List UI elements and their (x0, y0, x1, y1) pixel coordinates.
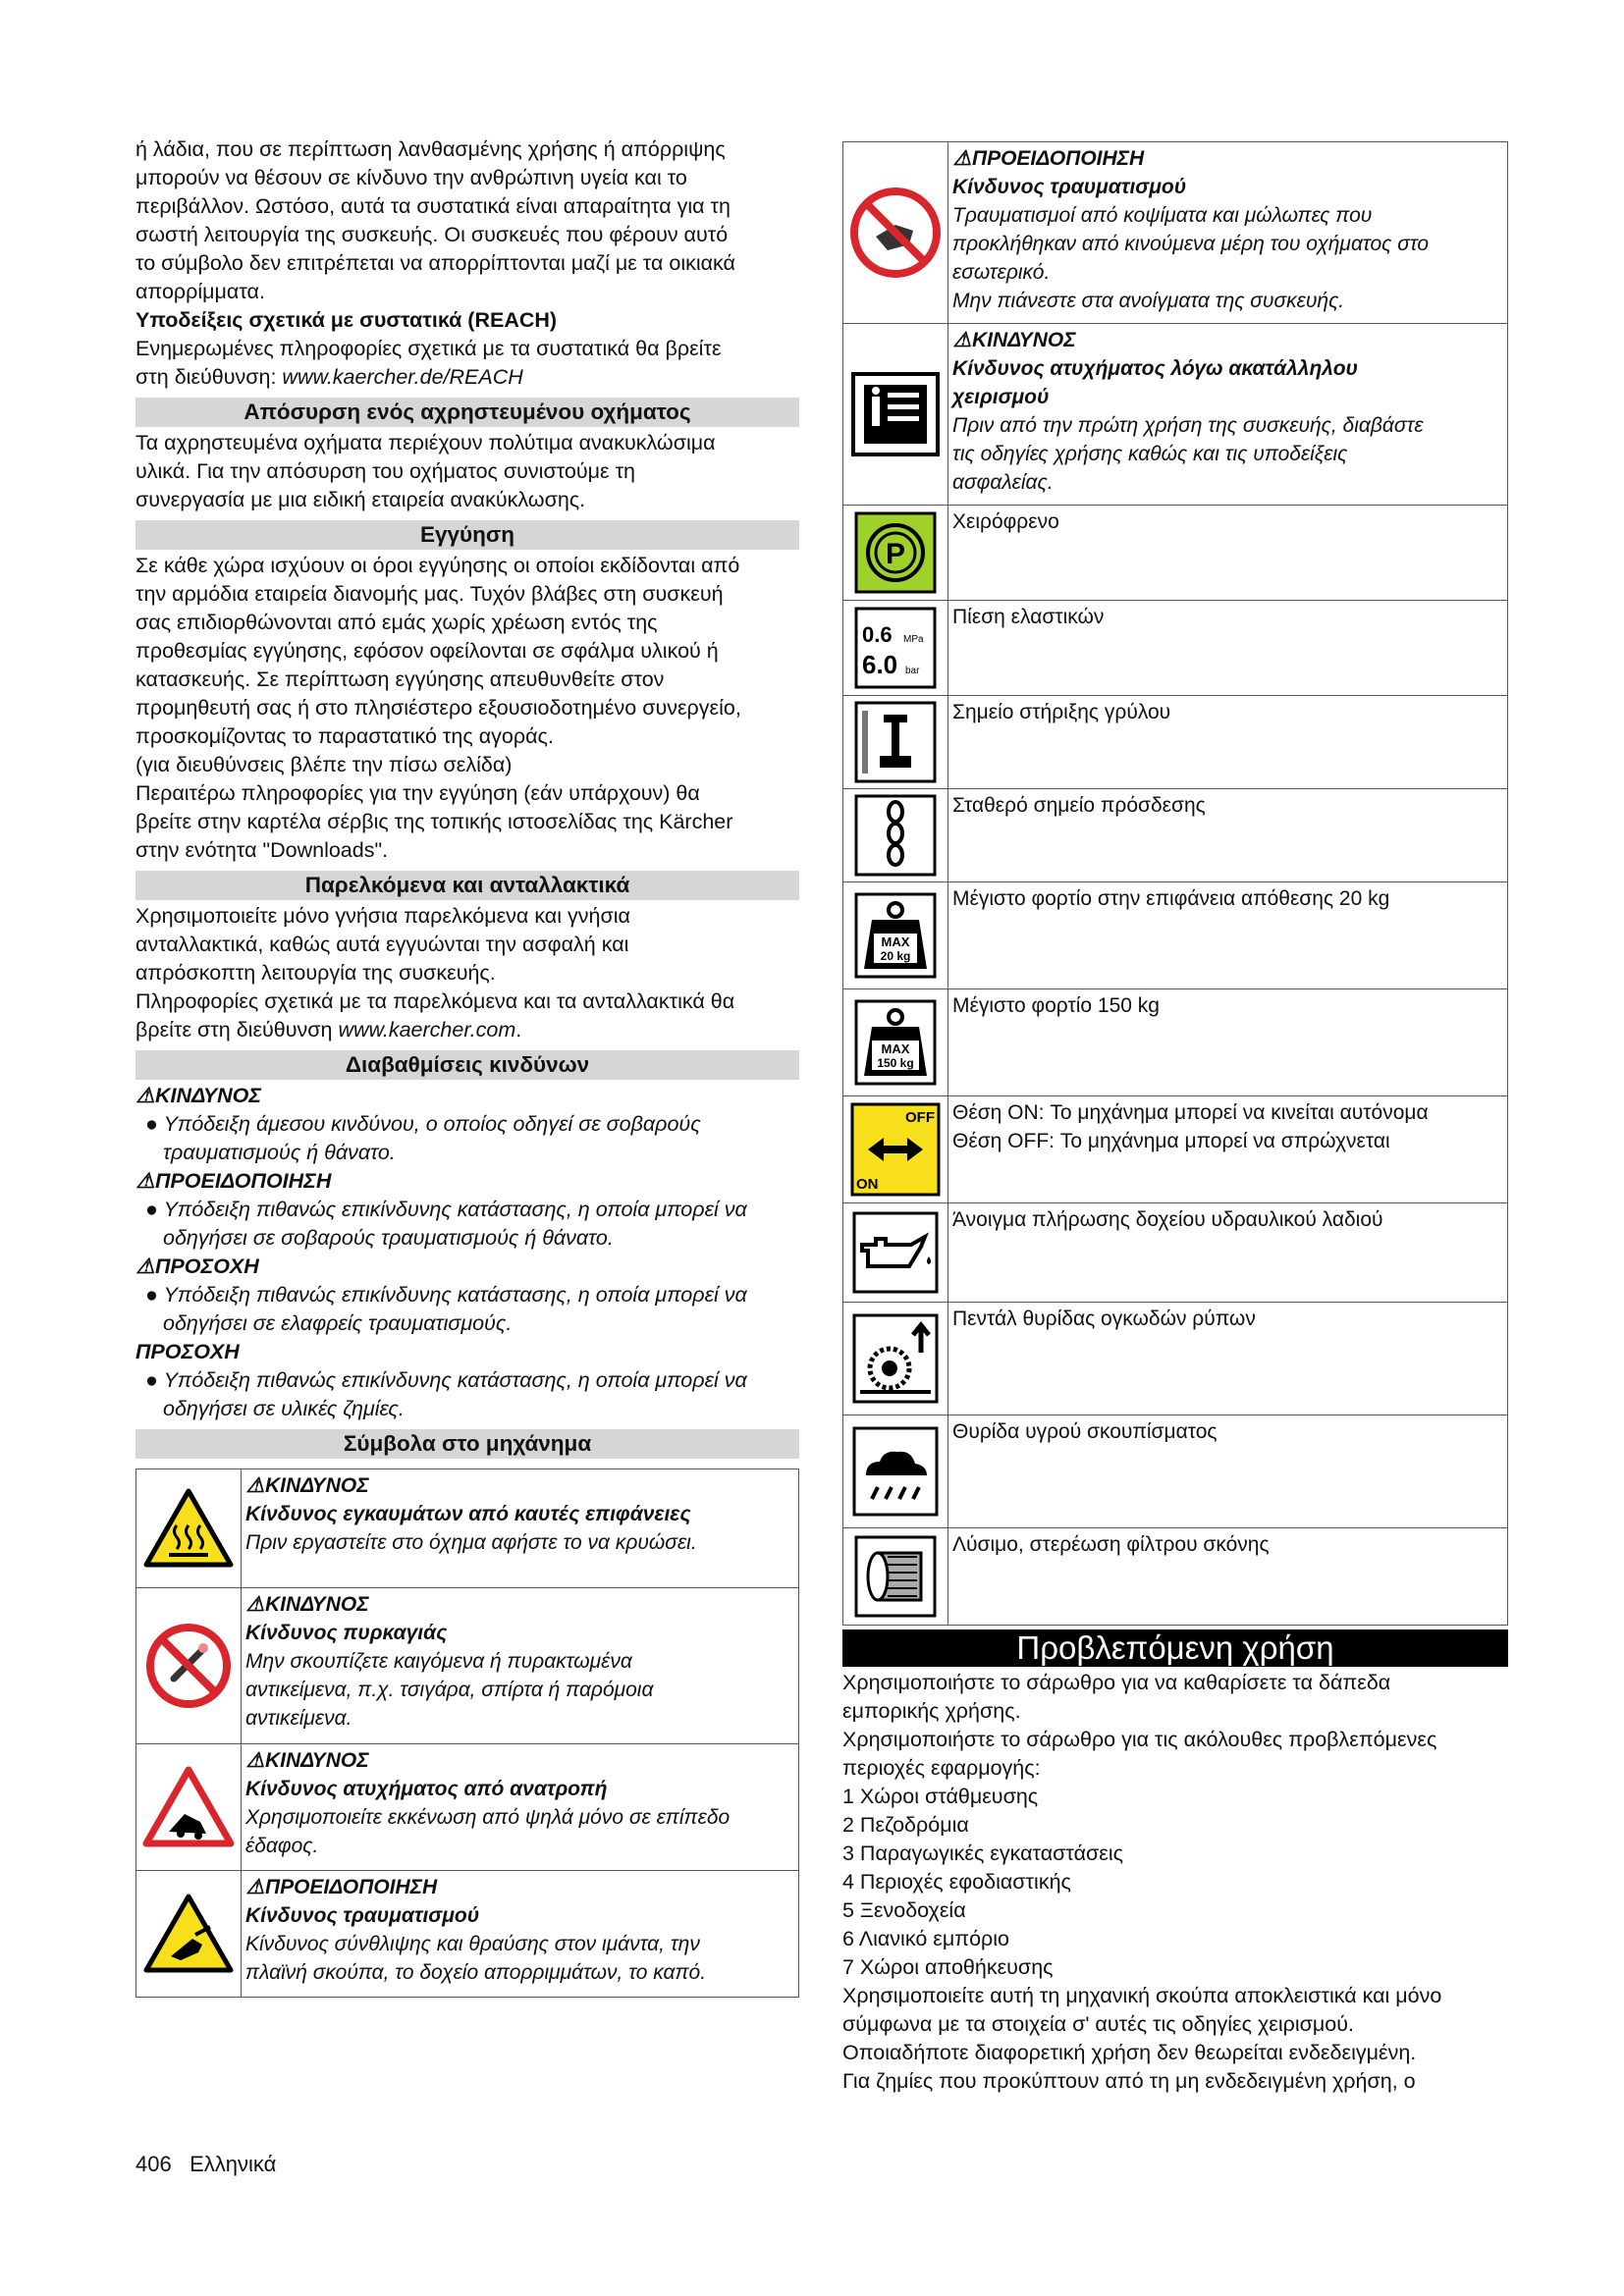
svg-text:20 kg: 20 kg (880, 949, 911, 963)
no-reaching-in-icon (848, 186, 943, 280)
list-item: 5 Ξενοδοχεία (842, 1898, 966, 1922)
reach-text-2: στη διεύθυνση: www.kaercher.de/REACH (135, 365, 523, 389)
svg-text:MPa: MPa (903, 634, 924, 645)
hazard-level-caution: ⚠ΠΡΟΣΟΧΗ ● Υπόδειξη πιθανώς επικίνδυνης κατάστασης, η οποία μπορεί να οδηγήσει σε ελαφρείς τραυματισμούς. (135, 1255, 747, 1335)
kaercher-link[interactable]: www.kaercher.com (338, 1018, 516, 1041)
svg-text:bar: bar (905, 666, 920, 676)
svg-text:ON: ON (856, 1176, 879, 1193)
crush-hazard-icon (141, 1892, 236, 1976)
intended-use-text: Χρησιμοποιήστε το σάρωθρο για να καθαρίσετε τα δάπεδα εμπορικής χρήσης. Χρησιμοποιήστε το σάρωθρο για τις ακόλουθες προβλεπόμενες περιοχές εφαρμογής: 1 Χώροι στάθμευσης 2 Πεζοδρόμια 3 Παραγωγικές εγκαταστάσεις 4 Περιοχές εφοδιαστικής 5 Ξενοδοχεία 6 Λιανικό εμπόριο 7 Χώροι αποθήκευσης Χρησιμοποιείτε αυτή τη μηχανική σκούπα αποκλειστικά και μόνο σύμφωνα με τα στοιχεία σ' αυτές τις οδηγίες χειρισμού. Οποιαδήποτε διαφορετική χρήση δεν θεωρείται ενδεδειγμένη. Για ζημίες που προκύπτουν από τη μη ενδεδειγμένη χρήση, ο (842, 1669, 1508, 2096)
table-row: OFF ON Θέση ON: Το μηχάνημα μπορεί να κινείται αυτόνομα Θέση OFF: Το μηχάνημα μπορεί να σπρώχνεται (843, 1096, 1508, 1203)
table-row: ⚠ΚΙΝΔΥΝΟΣ Κίνδυνος ατυχήματος από ανατροπή Χρησιμοποιείτε εκκένωση από ψηλά μόνο σε επίπεδο έδαφος. (136, 1744, 799, 1871)
table-row: MAX 20 kg Μέγιστο φορτίο στην επιφάνεια απόθεσης 20 kg (843, 882, 1508, 989)
svg-text:150 kg: 150 kg (877, 1056, 914, 1070)
svg-text:MAX: MAX (881, 1041, 910, 1056)
left-column: ή λάδια, που σε περίπτωση λανθασμένης χρήσης ή απόρριψης μπορούν να θέσουν σε κίνδυνο την ανθρώπινη υγεία και το περιβάλλον. Ωστόσο, αυτά τα συστατικά είναι απαραίτητα για τη σωστή λειτουργία της συσκευής. Οι συσκευές που φέρουν αυτό το σύμβολο δεν επιτρέπεται να απορρίπτονται μαζί με τα οικιακά απορρίμματα. Υποδείξεις σχετικά με συστατικά (REACH) Ενημερωμένες πληροφορίες σχετικά με τα συστατικά θα βρείτε στη διεύθυνση: www.kaercher.de/REACH Απόσυρση ενός αχρηστευμένου οχήματος Τα αχρηστευμένα οχήματα περιέχουν πολύτιμα ανακυκλώσιμα υλικά. Για την απόσυρση του οχήματος συνιστούμε τη συνεργασία με μια ειδική εταιρεία ανακύκλωσης. Εγγύηση Σε κάθε χώρα ισχύουν οι όροι εγγύησης οι οποίοι εκδίδονται από την αρμόδια εταιρεία διανομής μας. Τυχόν βλάβες στη συσκευή σας επιδιορθώνονται από εμάς χωρίς χρέωση εντός της προθεσμίας εγγύησης, εφόσον οφείλονται σε σφάλμα υλικού ή κατασκευής. Σε περίπτωση εγγύησης απευθυνθείτε στον προμηθευτή σας ή στο πλησιέστερο εξουσιοδοτημένο συνεργείο, προσκομίζοντας το παραστατικό της αγοράς. (για διευθύνσεις βλέπε την πίσω σελίδα) Περαιτέρω πληροφορίες για την εγγύηση (εάν υπάρχουν) θα βρείτε στην καρτέλα σέρβις της τοπικής ιστοσελίδας της Kärcher στην ενότητα "Downloads". Παρελκόμενα και ανταλλακτικά Χρησιμοποιείτε μόνο γνήσια παρελκόμενα και γνήσια ανταλλακτικά, καθώς αυτά εγγυώνται την ασφαλή και απρόσκοπτη λειτουργία της συσκευής. Πληροφορίες σχετικά με τα παρελκόμενα και τα ανταλλακτικά θα βρείτε στη διεύθυνση www.kaercher.com. Διαβαθμίσεις κινδύνων ⚠ΚΙΝΔΥΝΟΣ ● Υπόδειξη άμεσου κινδύνου, ο οποίος οδηγεί σε σοβαρούς τραυματισμούς ή θάνατο. ⚠ΠΡΟΕΙΔΟΠΟΙΗΣΗ ● Υπόδειξη πιθανώς επικίνδυνης κατάστασης, η οποία μπορεί να οδηγήσει σε σοβαρούς τραυματισμούς ή θάνατο. ⚠ΠΡΟΣΟΧΗ ● Υπόδειξη πιθανώς επικίνδυνης κατάστασης, η οποία μπορεί να οδηγήσει σε ελαφρείς τραυματισμούς. ΠΡΟΣΟΧΗ ● Υπόδειξη πιθανώς επικίνδυνης κατάστασης, η οποία μπορεί να οδηγήσει σε υλικές ζημίες. Σύμβολα στο μηχάνημα ⚠ΚΙΝΔΥΝΟΣ Κίνδυνος εγκαυμάτων από καυτές επιφάνειες Πριν εργαστείτε στο όχημα αφήστε το να κρυώσει. ⚠ΚΙΝΔΥΝΟΣ Κίνδυνος πυρκαγιάς Μην σκουπίζετε καιγόμενα ή πυρακτωμένα αντικείμενα, π.χ. τσιγάρα, σπίρτα ή παρόμοια αντικείμενα. ⚠ΚΙΝΔΥΝΟΣ Κίνδυνος ατυχήματος από ανατροπή Χρησιμοποιείτε εκκένωση από ψηλά μόνο σε επίπεδο έδαφος. ⚠ΠΡΟΕΙΔΟΠΟΙΗΣΗ Κίνδυνος τραυματισμού Κίνδυνος σύνθλιψης και θραύσης στον ιμάντα, την πλαϊνή σκούπα, το δοχείο απορριμμάτων, το καπό. (135, 135, 799, 1998)
table-row: Σημείο στήριξης γρύλου (843, 696, 1508, 789)
list-item: 4 Περιοχές εφοδιαστικής (842, 1870, 1071, 1894)
hazard-levels-heading: Διαβαθμίσεις κινδύνων (135, 1050, 799, 1080)
table-row: ⚠ΚΙΝΔΥΝΟΣ Κίνδυνος εγκαυμάτων από καυτές επιφάνειες Πριν εργαστείτε στο όχημα αφήστε το να κρυώσει. (136, 1469, 799, 1588)
reach-text-1: Ενημερωμένες πληροφορίες σχετικά με τα συστατικά θα βρείτε (135, 337, 722, 360)
table-row: ⚠ΚΙΝΔΥΝΟΣ Κίνδυνος ατυχήματος λόγω ακατάλληλου χειρισμού Πριν από την πρώτη χρήση της συσκευής, διαβάστε τις οδηγίες χρήσης καθώς και τις υποδείξεις ασφαλείας. (843, 324, 1508, 506)
hazard-level-warning: ⚠ΠΡΟΕΙΔΟΠΟΙΗΣΗ ● Υπόδειξη πιθανώς επικίνδυνης κατάστασης, η οποία μπορεί να οδηγήσει σε σοβαρούς τραυματισμούς ή θάνατο. (135, 1169, 747, 1250)
warning-triangle-icon: ⚠ (952, 147, 972, 170)
hazard-level-notice: ΠΡΟΣΟΧΗ ● Υπόδειξη πιθανώς επικίνδυνης κατάστασης, η οποία μπορεί να οδηγήσει σε υλικές ζημίες. (135, 1340, 747, 1420)
intro-paragraph: ή λάδια, που σε περίπτωση λανθασμένης χρήσης ή απόρριψης μπορούν να θέσουν σε κίνδυνο την ανθρώπινη υγεία και το περιβάλλον. Ωστόσο, αυτά τα συστατικά είναι απαραίτητα για τη σωστή λειτουργία της συσκευής. Οι συσκευές που φέρουν αυτό το σύμβολο δεν επιτρέπεται να απορρίπτονται μαζί με τα οικιακά απορρίμματα. (135, 137, 735, 303)
disposal-section-heading: Απόσυρση ενός αχρηστευμένου οχήματος (135, 398, 799, 427)
jack-point-icon (854, 701, 937, 783)
table-row: Άνοιγμα πλήρωσης δοχείου υδραυλικού λαδιού (843, 1203, 1508, 1303)
warning-triangle-icon: ⚠ (245, 1749, 265, 1772)
hydraulic-oil-icon (852, 1211, 939, 1294)
svg-text:OFF: OFF (905, 1109, 935, 1126)
on-off-switch-icon (850, 1102, 941, 1197)
table-row: Θυρίδα υγρού σκουπίσματος (843, 1415, 1508, 1528)
tire-pressure-icon (854, 607, 937, 689)
warning-triangle-icon: ⚠ (135, 1255, 155, 1278)
list-item: 2 Πεζοδρόμια (842, 1813, 969, 1837)
table-row: Λύσιμο, στερέωση φίλτρου σκόνης (843, 1528, 1508, 1626)
table-row: ⚠ΠΡΟΕΙΔΟΠΟΙΗΣΗ Κίνδυνος τραυματισμού Τραυματισμοί από κοψίματα και μώλωπες που προκλήθηκαν από κινούμενα μέρη του οχήματος στο εσωτερικό. Μην πιάνεστε στα ανοίγματα της συσκευής. (843, 142, 1508, 324)
parking-brake-icon (854, 511, 937, 594)
svg-text:0.6: 0.6 (862, 622, 893, 647)
no-burning-objects-icon (144, 1622, 233, 1710)
reach-link[interactable]: www.kaercher.de/REACH (282, 365, 523, 389)
svg-text:6.0: 6.0 (862, 650, 898, 679)
svg-text:P: P (885, 538, 906, 570)
right-column (842, 141, 1508, 2096)
coarse-dirt-flap-icon (852, 1313, 939, 1404)
symbols-table-continued (842, 141, 1508, 1626)
svg-text:MAX: MAX (881, 934, 910, 949)
warning-triangle-icon: ⚠ (245, 1593, 265, 1616)
warning-triangle-icon: ⚠ (952, 329, 972, 351)
warning-triangle-icon: ⚠ (245, 1474, 265, 1497)
read-manual-icon (850, 371, 941, 457)
list-item: 3 Παραγωγικές εγκαταστάσεις (842, 1842, 1124, 1865)
warning-triangle-icon: ⚠ (135, 1169, 155, 1193)
max-load-150kg-icon (854, 999, 937, 1086)
table-row: MAX 150 kg Μέγιστο φορτίο 150 kg (843, 989, 1508, 1096)
reach-heading: Υποδείξεις σχετικά με συστατικά (REACH) (135, 308, 558, 332)
hot-surface-warning-icon (141, 1486, 236, 1571)
machine-symbols-table (135, 1468, 799, 1998)
tipping-hazard-icon (141, 1765, 236, 1849)
accessories-section-heading: Παρελκόμενα και ανταλλακτικά (135, 871, 799, 900)
warning-triangle-icon: ⚠ (245, 1876, 265, 1898)
footer-language: Ελληνικά (189, 2152, 277, 2176)
table-row: Πεντάλ θυρίδας ογκωδών ρύπων (843, 1303, 1508, 1415)
table-row: P Χειρόφρενο (843, 506, 1508, 601)
machine-symbols-heading: Σύμβολα στο μηχάνημα (135, 1429, 799, 1459)
wet-sweeping-flap-icon (852, 1426, 939, 1517)
intended-use-heading: Προβλεπόμενη χρήση (842, 1629, 1508, 1667)
list-item: 7 Χώροι αποθήκευσης (842, 1955, 1054, 1979)
warning-triangle-icon: ⚠ (135, 1084, 155, 1107)
page-footer (135, 2152, 276, 2177)
hazard-level-danger: ⚠ΚΙΝΔΥΝΟΣ ● Υπόδειξη άμεσου κινδύνου, ο οποίος οδηγεί σε σοβαρούς τραυματισμούς ή θάνατο. (135, 1084, 701, 1164)
tie-down-point-icon (854, 794, 937, 877)
table-row: 0.6 MPa 6.0 bar Πίεση ελαστικών (843, 601, 1508, 696)
table-row: ⚠ΠΡΟΕΙΔΟΠΟΙΗΣΗ Κίνδυνος τραυματισμού Κίνδυνος σύνθλιψης και θραύσης στον ιμάντα, την πλαϊνή σκούπα, το δοχείο απορριμμάτων, το καπό. (136, 1871, 799, 1998)
page-number: 406 (135, 2152, 172, 2176)
max-load-20kg-icon (854, 892, 937, 979)
table-row: ⚠ΚΙΝΔΥΝΟΣ Κίνδυνος πυρκαγιάς Μην σκουπίζετε καιγόμενα ή πυρακτωμένα αντικείμενα, π.χ. τσιγάρα, σπίρτα ή παρόμοια αντικείμενα. (136, 1588, 799, 1744)
dust-filter-icon (854, 1535, 937, 1618)
warranty-section-heading: Εγγύηση (135, 520, 799, 550)
list-item: 1 Χώροι στάθμευσης (842, 1785, 1039, 1808)
table-row: Σταθερό σημείο πρόσδεσης (843, 789, 1508, 882)
list-item: 6 Λιανικό εμπόριο (842, 1927, 1009, 1950)
